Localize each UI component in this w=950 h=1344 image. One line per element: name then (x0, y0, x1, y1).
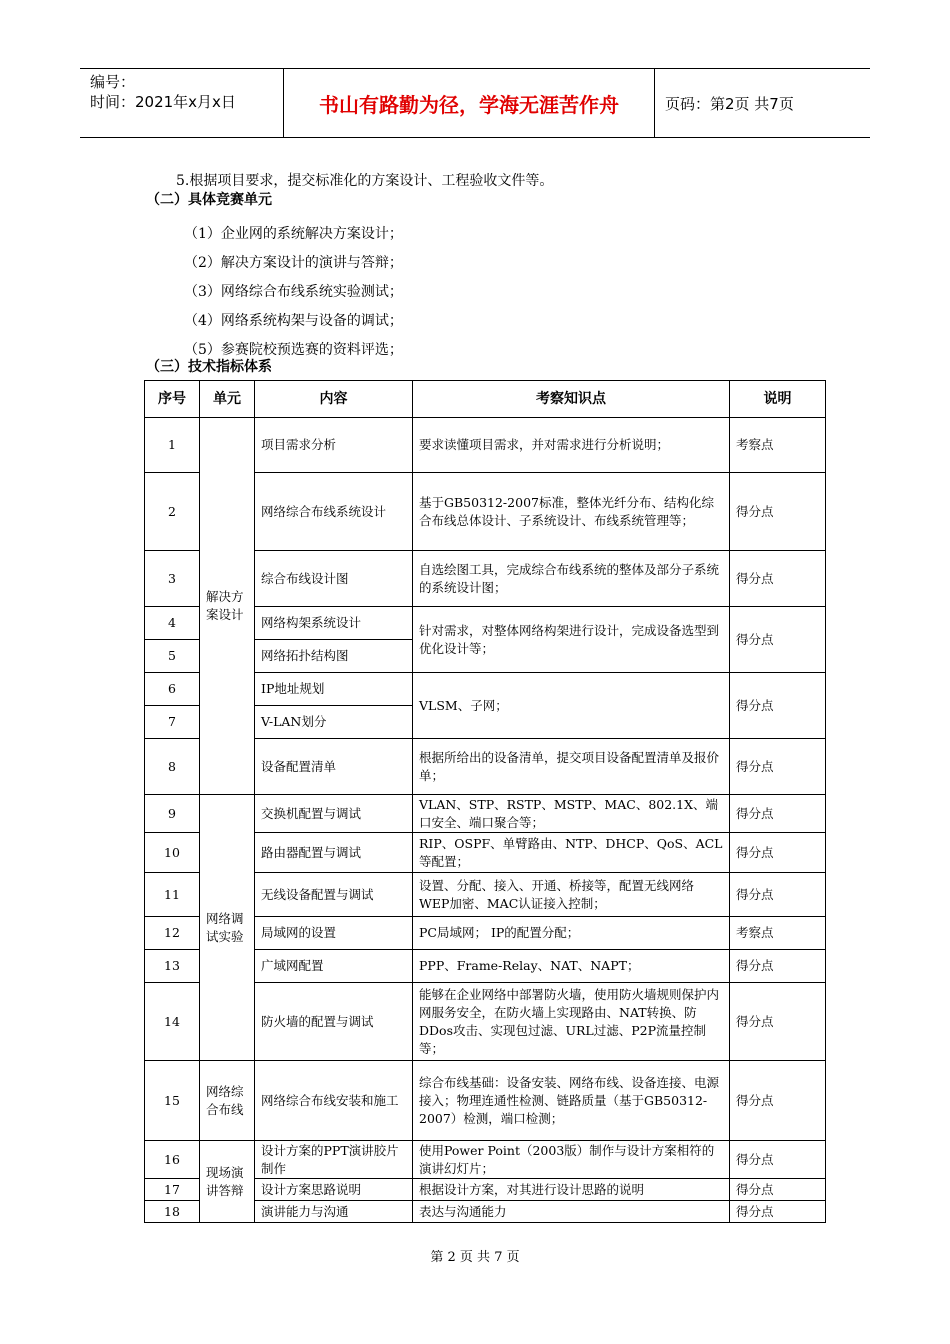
section-2-item: （2）解决方案设计的演讲与答辩； (184, 255, 403, 271)
row-knowledge: PC局域网； IP的配置分配； (413, 917, 730, 950)
row-knowledge: 表达与沟通能力 (413, 1201, 730, 1223)
row-content: IP地址规划 (255, 673, 413, 706)
row-note: 得分点 (730, 551, 826, 607)
page-footer: 第 2 页 共 7 页 (430, 1250, 520, 1265)
table-row (145, 1141, 826, 1179)
row-number: 17 (145, 1179, 200, 1201)
row-knowledge: 综合布线基础：设备安装、网络布线、设备连接、电源接入；物理连通性检测、链路质量（基于GB50312-2007）检测，端口检测； (413, 1061, 730, 1141)
row-knowledge: 使用Power Point（2003版）制作与设计方案相符的演讲幻灯片； (413, 1141, 730, 1179)
row-content: 无线设备配置与调试 (255, 873, 413, 917)
row-number: 7 (145, 706, 200, 739)
row-content: 网络拓扑结构图 (255, 640, 413, 673)
row-number: 6 (145, 673, 200, 706)
table-row (145, 418, 826, 473)
page-header (80, 68, 870, 138)
row-note: 得分点 (730, 607, 826, 673)
row-knowledge: 根据设计方案，对其进行设计思路的说明 (413, 1179, 730, 1201)
intro-item: 5.根据项目要求，提交标准化的方案设计、工程验收文件等。 (176, 173, 554, 189)
row-note: 得分点 (730, 950, 826, 983)
row-content: 设计方案的PPT演讲胶片制作 (255, 1141, 413, 1179)
unit-cell: 解决方案设计 (200, 418, 255, 795)
row-content: 网络构架系统设计 (255, 607, 413, 640)
row-note: 得分点 (730, 1179, 826, 1201)
row-note: 考察点 (730, 917, 826, 950)
row-note: 得分点 (730, 1061, 826, 1141)
row-note: 得分点 (730, 873, 826, 917)
table-row (145, 795, 826, 833)
header-cell-note: 说明 (730, 381, 826, 418)
row-knowledge: 要求读懂项目需求，并对需求进行分析说明； (413, 418, 730, 473)
row-knowledge: RIP、OSPF、单臂路由、NTP、DHCP、QoS、ACL等配置； (413, 833, 730, 873)
row-content: 项目需求分析 (255, 418, 413, 473)
table-header-row (145, 381, 826, 418)
row-note: 得分点 (730, 795, 826, 833)
row-number: 3 (145, 551, 200, 607)
row-number: 2 (145, 473, 200, 551)
section-2-item: （5）参赛院校预选赛的资料评选； (184, 342, 403, 358)
row-knowledge: VLAN、STP、RSTP、MSTP、MAC、802.1X、端口安全、端口聚合等； (413, 795, 730, 833)
table-row (145, 1061, 826, 1141)
row-note: 得分点 (730, 473, 826, 551)
row-note: 考察点 (730, 418, 826, 473)
unit-cell: 网络综合布线 (200, 1061, 255, 1141)
document-number-label: 编号： (90, 73, 136, 91)
header-cell-content: 内容 (255, 381, 413, 418)
row-knowledge: 设置、分配、接入、开通、桥接等，配置无线网络WEP加密、MAC认证接入控制； (413, 873, 730, 917)
row-content: 设备配置清单 (255, 739, 413, 795)
header-meta (80, 69, 284, 137)
row-knowledge: 自选绘图工具，完成综合布线系统的整体及部分子系统的系统设计图； (413, 551, 730, 607)
row-note: 得分点 (730, 739, 826, 795)
row-content: 网络综合布线系统设计 (255, 473, 413, 551)
row-note: 得分点 (730, 1141, 826, 1179)
unit-cell: 现场演讲答辩 (200, 1141, 255, 1223)
row-content: 综合布线设计图 (255, 551, 413, 607)
row-knowledge: 能够在企业网络中部署防火墙，使用防火墙规则保护内网服务安全，在防火墙上实现路由、NAT转换、防DDos攻击、实现包过滤、URL过滤、P2P流量控制等； (413, 983, 730, 1061)
row-content: 广域网配置 (255, 950, 413, 983)
row-content: 交换机配置与调试 (255, 795, 413, 833)
row-knowledge: VLSM、子网； (413, 673, 730, 739)
header-cell-number: 序号 (145, 381, 200, 418)
row-content: 防火墙的配置与调试 (255, 983, 413, 1061)
row-note: 得分点 (730, 833, 826, 873)
row-content: 设计方案思路说明 (255, 1179, 413, 1201)
header-cell-unit: 单元 (200, 381, 255, 418)
row-note: 得分点 (730, 1201, 826, 1223)
row-number: 13 (145, 950, 200, 983)
row-number: 11 (145, 873, 200, 917)
row-number: 10 (145, 833, 200, 873)
header-motto: 书山有路勤为径，学海无涯苦作舟 (284, 69, 655, 137)
row-knowledge: PPP、Frame-Relay、NAT、NAPT； (413, 950, 730, 983)
row-number: 18 (145, 1201, 200, 1223)
row-note: 得分点 (730, 983, 826, 1061)
document-date-label: 时间：2021年x月x日 (90, 93, 236, 111)
row-number: 5 (145, 640, 200, 673)
header-page-info: 页码：第2页 共7页 (665, 94, 794, 113)
row-content: 网络综合布线安装和施工 (255, 1061, 413, 1141)
row-number: 12 (145, 917, 200, 950)
row-content: V-LAN划分 (255, 706, 413, 739)
row-number: 14 (145, 983, 200, 1061)
row-number: 8 (145, 739, 200, 795)
row-number: 1 (145, 418, 200, 473)
section-2-item: （3）网络综合布线系统实验测试； (184, 284, 403, 300)
row-note: 得分点 (730, 673, 826, 739)
row-number: 15 (145, 1061, 200, 1141)
row-number: 9 (145, 795, 200, 833)
row-number: 16 (145, 1141, 200, 1179)
row-knowledge: 基于GB50312-2007标准，整体光纤分布、结构化综合布线总体设计、子系统设计、布线系统管理等； (413, 473, 730, 551)
section-2-item: （1）企业网的系统解决方案设计； (184, 226, 403, 242)
section-3-title: （三）技术指标体系 (146, 359, 272, 375)
row-content: 路由器配置与调试 (255, 833, 413, 873)
section-2-item: （4）网络系统构架与设备的调试； (184, 313, 403, 329)
section-2-title: （二）具体竞赛单元 (146, 192, 272, 208)
unit-cell: 网络调试实验 (200, 795, 255, 1061)
indicator-table (144, 380, 826, 1223)
row-knowledge: 根据所给出的设备清单，提交项目设备配置清单及报价单； (413, 739, 730, 795)
row-knowledge: 针对需求，对整体网络构架进行设计，完成设备选型到优化设计等； (413, 607, 730, 673)
row-number: 4 (145, 607, 200, 640)
row-content: 演讲能力与沟通 (255, 1201, 413, 1223)
row-content: 局域网的设置 (255, 917, 413, 950)
header-cell-knowledge: 考察知识点 (413, 381, 730, 418)
